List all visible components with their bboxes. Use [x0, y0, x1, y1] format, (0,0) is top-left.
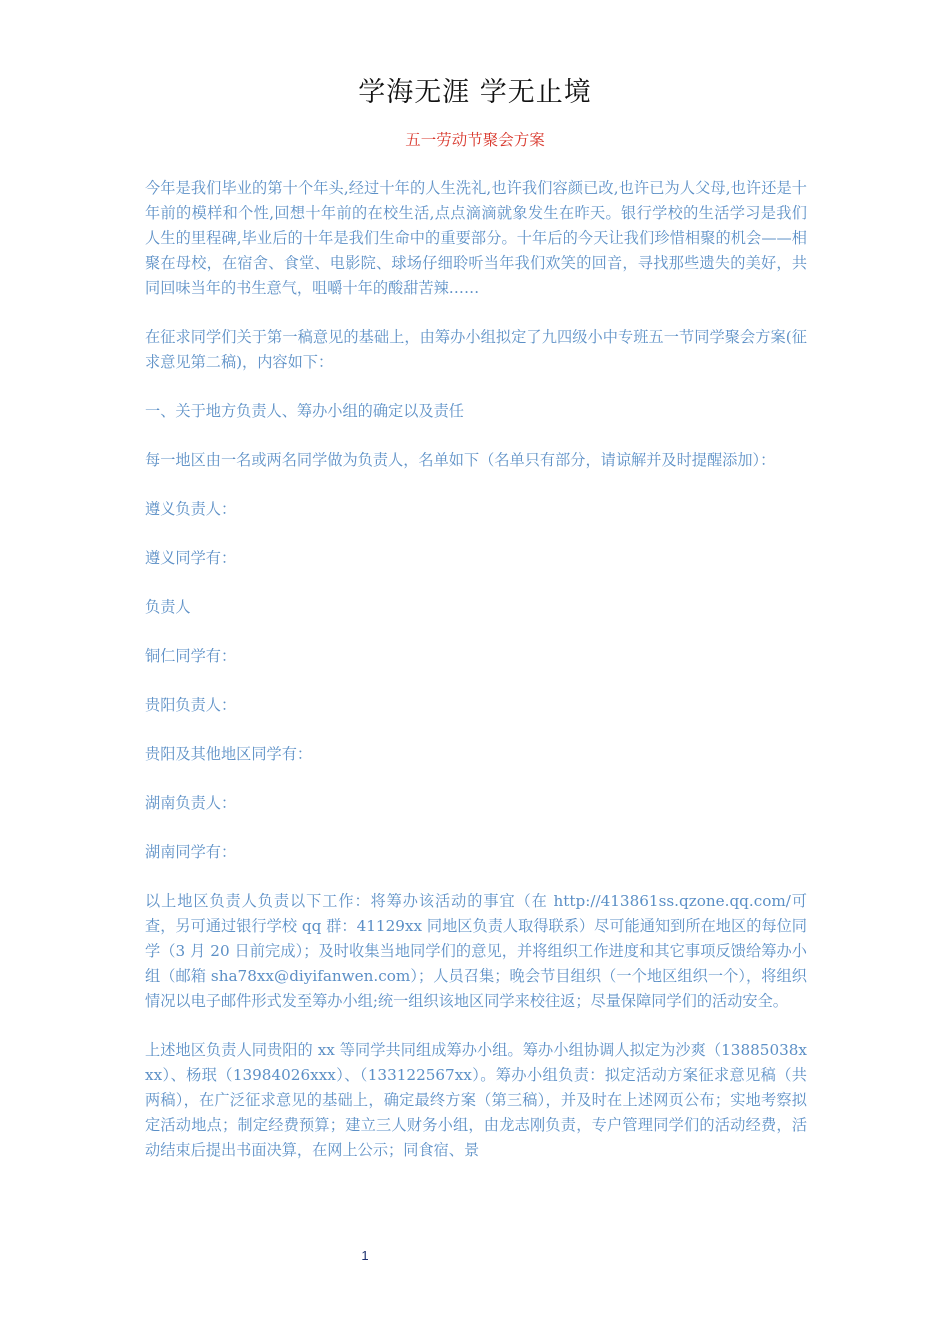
- list-item: 负责人: [145, 598, 191, 616]
- document-title: 五一劳动节聚会方案: [405, 131, 545, 149]
- section-heading-1: 一、关于地方负责人、筹办小组的确定以及责任: [145, 402, 464, 420]
- paragraph-region-leads: 每一地区由一名或两名同学做为负责人，名单如下（名单只有部分，请谅解并及时提醒添加）：: [145, 451, 776, 469]
- list-item: 湖南负责人：: [145, 794, 237, 812]
- page-number: 1: [361, 1248, 369, 1263]
- list-item: 遵义负责人：: [145, 500, 237, 518]
- list-item: 贵阳及其他地区同学有：: [145, 745, 313, 763]
- list-item: 湖南同学有：: [145, 843, 237, 861]
- list-item: 遵义同学有：: [145, 549, 237, 567]
- paragraph-draft-note: 在征求同学们关于第一稿意见的基础上，由筹办小组拟定了九四级小中专班五一节同学聚会方案(征求意见第二稿)，内容如下：: [145, 328, 807, 371]
- document-body: [145, 176, 807, 1187]
- paragraph-lead-duties: 以上地区负责人负责以下工作：将筹办该活动的事宜（在 http://413861ss.qzone.qq.com/可查，另可通过银行学校 qq 群：41129xx 同地区负责人取得联系）尽可能通知到所在地区的每位同学（3 月 20 日前完成）；及时收集当地同学们的意见，并将组织工作进度和其它事项反馈给筹办小组（邮箱 sha78xx@diyifanwen.com）；人员召集；晚会节目组织（一个地区组织一个），将组织情况以电子邮件形式发至筹办小组;统一组织该地区同学来校往返；尽量保障同学们的活动安全。: [145, 892, 807, 1010]
- list-item: 贵阳负责人：: [145, 696, 237, 714]
- paragraph-intro: 今年是我们毕业的第十个年头,经过十年的人生洗礼,也许我们容颜已改,也许已为人父母,也许还是十年前的模样和个性,回想十年前的在校生活,点点滴滴就象发生在昨天。银行学校的生活学习是我们人生的里程碑,毕业后的十年是我们生命中的重要部分。十年后的今天让我们珍惜相聚的机会——相聚在母校，在宿舍、食堂、电影院、球场仔细聆听当年我们欢笑的回音，寻找那些遗失的美好，共同回味当年的书生意气，咀嚼十年的酸甜苦辣……: [145, 179, 807, 297]
- list-item: 铜仁同学有：: [145, 647, 237, 665]
- page-header-title: 学海无涯 学无止境: [358, 77, 592, 108]
- paragraph-organizing-group: 上述地区负责人同贵阳的 xx 等同学共同组成筹办小组。筹办小组协调人拟定为沙爽（13885038xxx）、杨珉（13984026xxx）、（133122567xx）。筹办小组负责：拟定活动方案征求意见稿（共两稿），在广泛征求意见的基础上，确定最终方案（第三稿），并及时在上述网页公布；实地考察拟定活动地点；制定经费预算；建立三人财务小组，由龙志刚负责，专户管理同学们的活动经费，活动结束后提出书面决算，在网上公示；同食宿、景: [145, 1041, 807, 1159]
